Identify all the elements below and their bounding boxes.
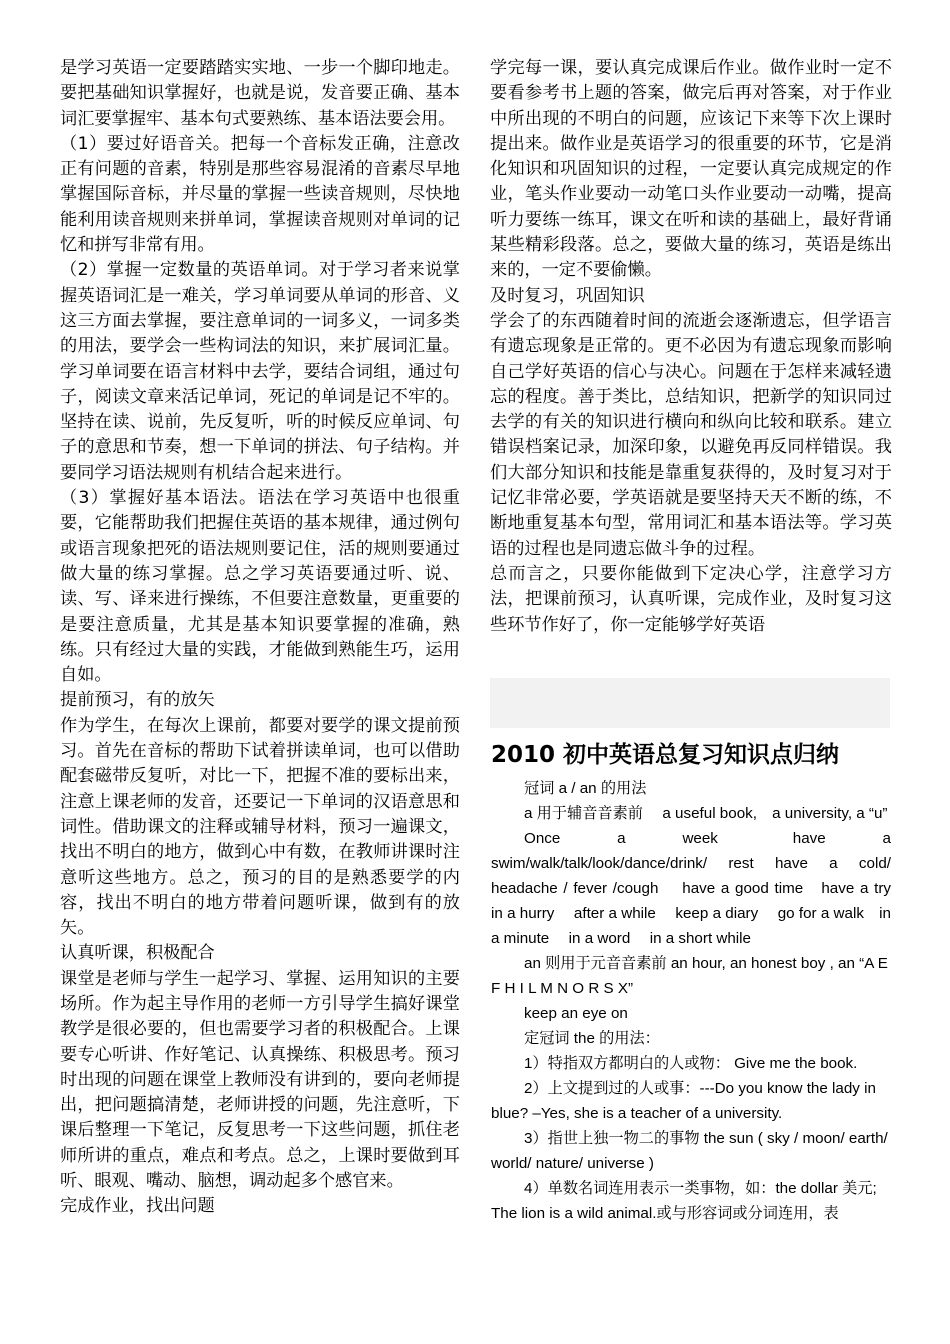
note-an-usage: an 则用于元音音素前 an hour, an honest boy , an “A E F H I L M N O R S X” (491, 955, 888, 997)
paragraph-homework: 学完每一课，要认真完成课后作业。做作业时一定不要看参考书上题的答案，做完后再对答案，对于作业中所出现的不明白的问题，应该记下来等下次上课时提出来。做作业是英语学习的很重要的环节，它是消化知识和巩固知识的过程，一定要认真完成规定的作业，笔头作业要动一动笔口头作业要动一动嘴，提高听力要练一练耳，课文在听和读的基础上，最好背诵某些精彩段落。总之，要做大量的练习，英语是练出来的，一定不要偷懒。 (490, 58, 892, 281)
paragraph-pronunciation: （1）要过好语音关。把每一个音标发正确，注意改正有问题的音素，特别是那些容易混淆的音素尽早地掌握国际音标，并尽量的掌握一些读音规则，尽快地能利用读音规则来拼单词，掌握读音规则对单词的记忆和拼写非常有用。 (60, 133, 460, 256)
note-the-rule-3: 3）指世上独一物二的事物 the sun ( sky / moon/ earth/ world/ nature/ universe ) (491, 1130, 888, 1172)
paragraph-preview: 作为学生，在每次上课前，都要对要学的课文提前预习。首先在音标的帮助下试着拼读单词，也可以借助配套磁带反复听，对比一下，把握不准的要标出来，注意上课老师的发音，还要记一下单词的汉语意思和词性。借助课文的注释或辅导材料，预习一遍课文，找出不明白的地方，做到心中有数，在教师讲课时注意听这些地方。总之，预习的目的是熟悉要学的内容，找出不明白的地方带着问题听课，做到有的放矢。 (60, 715, 460, 939)
heading-listen: 认真听课，积极配合 (60, 943, 215, 964)
heading-review: 及时复习，巩固知识 (490, 285, 645, 306)
note-a-phrases: Once a week have a swim/walk/talk/look/dance/drink/ rest have a cold/ headache / fever /cough have a good time have a try in a hurry after a while keep a diary go for a walk in a minute in a word in a short while (491, 830, 907, 947)
note-article-heading: 冠词 a / an 的用法 (524, 780, 647, 797)
heading-preview: 提前预习，有的放矢 (60, 690, 215, 711)
paragraph-vocabulary: （2）掌握一定数量的英语单词。对于学习者来说掌握英语词汇是一难关，学习单词要从单词的形音、义这三方面去掌握，要注意单词的一词多义，一词多类的用法，要学会一些构词法的知识，来扩展词汇量。学习单词要在语言材料中去学，要结合词组，通过句子，阅读文章来活记单词，死记的单词是记不牢的。坚持在读、说前，先反复听，听的时候反应单词、句子的意思和节奏，想一下单词的拼法、句子结构。并要同学习语法规则有机结合起来进行。 (60, 260, 460, 483)
heading-homework: 完成作业，找出问题 (60, 1196, 215, 1217)
paragraph-listen: 课堂是老师与学生一起学习、掌握、运用知识的主要场所。作为起主导作用的老师一方引导学生搞好课堂教学是很必要的，但也需要学习者的积极配合。上课要专心听讲、作好笔记、认真操练、积极思考。预习时出现的问题在课堂上教师没有讲到的，要向老师提出，把问题搞清楚，老师讲授的问题，先注意听，下课后整理一下笔记，反复思考一下这些问题，抓住老师所讲的重点，难点和考点。总之，上课时要做到耳听、眼观、嘴动、脑想，调动起多个感官来。 (60, 968, 460, 1192)
note-the-heading: 定冠词 the 的用法： (524, 1030, 660, 1047)
note-the-rule-4: 4）单数名词连用表示一类事物，如：the dollar 美元; The lion is a wild animal.或与形容词或分词连用，表 (491, 1180, 877, 1222)
note-a-usage: a 用于辅音音素前 a useful book, a university, a “u” (524, 805, 888, 822)
section-title: 2010 初中英语总复习知识点归纳 (491, 742, 840, 768)
paragraph-foundation: 是学习英语一定要踏踏实实地、一步一个脚印地走。要把基础知识掌握好，也就是说，发音要正确、基本词汇要掌握牢、基本句式要熟练、基本语法要会用。 (60, 58, 460, 129)
paragraph-review: 学会了的东西随着时间的流逝会逐渐遗忘，但学语言有遗忘现象是正常的。更不必因为有遗忘现象而影响自己学好英语的信心与决心。问题在于怎样来减轻遗忘的程度。善于类比，总结知识，把新学的知识同过去学的有关的知识进行横向和纵向比较和联系。建立错误档案记录，加深印象，以避免再反同样错误。我们大部分知识和技能是靠重复获得的，及时复习对于记忆非常必要，学英语就是要坚持天天不断的练，不断地重复基本句型，常用词汇和基本语法等。学习英语的过程也是同遗忘做斗争的过程。 (490, 310, 892, 559)
note-keep-an-eye: keep an eye on (524, 1005, 628, 1022)
paragraph-conclusion: 总而言之，只要你能做到下定决心学，注意学习方法，把课前预习，认真听课，完成作业，及时复习这些环节作好了，你一定能够学好英语 (490, 563, 892, 635)
right-column (490, 56, 892, 638)
left-column (60, 56, 460, 1220)
note-the-rule-2: 2）上文提到过的人或事：---Do you know the lady in blue? –Yes, she is a teacher of a university. (491, 1080, 876, 1122)
gray-separator-band (490, 678, 890, 728)
grammar-notes (491, 776, 907, 1226)
paragraph-grammar: （3）掌握好基本语法。语法在学习英语中也很重要，它能帮助我们把握住英语的基本规律，通过例句或语言现象把死的语法规则要记住，活的规则要通过做大量的练习掌握。总之学习英语要通过听、说、读、写、译来进行操练，不但要注意数量，更重要的是要注意质量，尤其是基本知识要掌握的准确，熟练。只有经过大量的实践，才能做到熟能生巧，运用自如。 (60, 488, 460, 686)
note-the-rule-1: 1）特指双方都明白的人或物： Give me the book. (524, 1055, 858, 1072)
